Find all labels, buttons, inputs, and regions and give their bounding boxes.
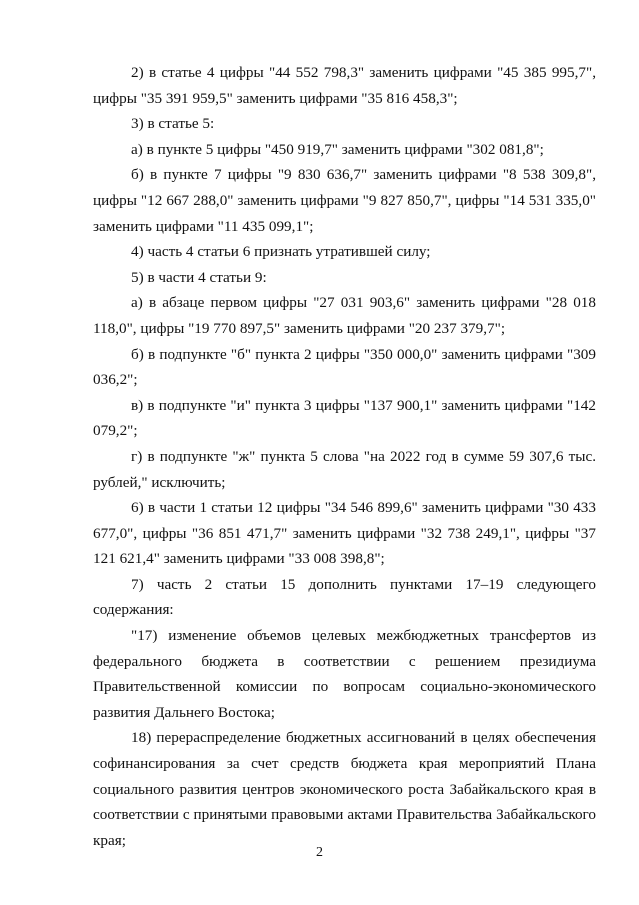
- paragraph-article-5-item-b: б) в пункте 7 цифры "9 830 636,7" заменить цифрами "8 538 309,8", цифры "12 667 288,0" заменить цифрами "9 827 850,7", цифры "14 531 335,0" заменить цифрами "11 435 099,1";: [93, 166, 596, 235]
- paragraph-article-4: 2) в статье 4 цифры "44 552 798,3" заменить цифрами "45 385 995,7", цифры "35 391 959,5" заменить цифрами "35 816 458,3";: [93, 64, 596, 107]
- paragraph-article-5: 3) в статье 5:: [131, 115, 215, 133]
- paragraph-article-12: 6) в части 1 статьи 12 цифры "34 546 899,6" заменить цифрами "30 433 677,0", цифры "36 851 471,7" заменить цифрами "32 738 249,1", цифры "37 121 621,4" заменить цифрами "33 008 398,8";: [93, 499, 596, 568]
- paragraph-point-17: "17) изменение объемов целевых межбюджетных трансфертов из федерального бюджета в соответствии с решением президиума Правительственной комиссии по вопросам социально-экономического развития Дальнего Востока;: [93, 627, 596, 721]
- paragraph-article-9-item-g: г) в подпункте "ж" пункта 5 слова "на 2022 год в сумме 59 307,6 тыс. рублей," исключить;: [93, 447, 596, 491]
- paragraph-article-5-item-a: а) в пункте 5 цифры "450 919,7" заменить цифрами "302 081,8";: [131, 140, 544, 158]
- paragraph-article-9: 5) в части 4 статьи 9:: [131, 268, 267, 286]
- document-body: [93, 60, 596, 853]
- paragraph-article-6: 4) часть 4 статьи 6 признать утратившей силу;: [131, 243, 431, 261]
- paragraph-article-9-item-b: б) в подпункте "б" пункта 2 цифры "350 000,0" заменить цифрами "309 036,2";: [93, 345, 596, 389]
- paragraph-article-9-item-v: в) в подпункте "и" пункта 3 цифры "137 900,1" заменить цифрами "142 079,2";: [93, 396, 596, 440]
- paragraph-article-9-item-a: а) в абзаце первом цифры "27 031 903,6" заменить цифрами "28 018 118,0", цифры "19 770 897,5" заменить цифрами "20 237 379,7";: [93, 294, 596, 337]
- paragraph-article-15: 7) часть 2 статьи 15 дополнить пунктами 17–19 следующего содержания:: [93, 575, 596, 619]
- page-number: 2: [316, 845, 323, 860]
- paragraph-point-18: 18) перераспределение бюджетных ассигнований в целях обеспечения софинансирования за счет средств бюджета края мероприятий Плана социального развития центров экономического роста Забайкальского края в соответствии с принятыми правовыми актами Правительства Забайкальского края;: [93, 729, 596, 849]
